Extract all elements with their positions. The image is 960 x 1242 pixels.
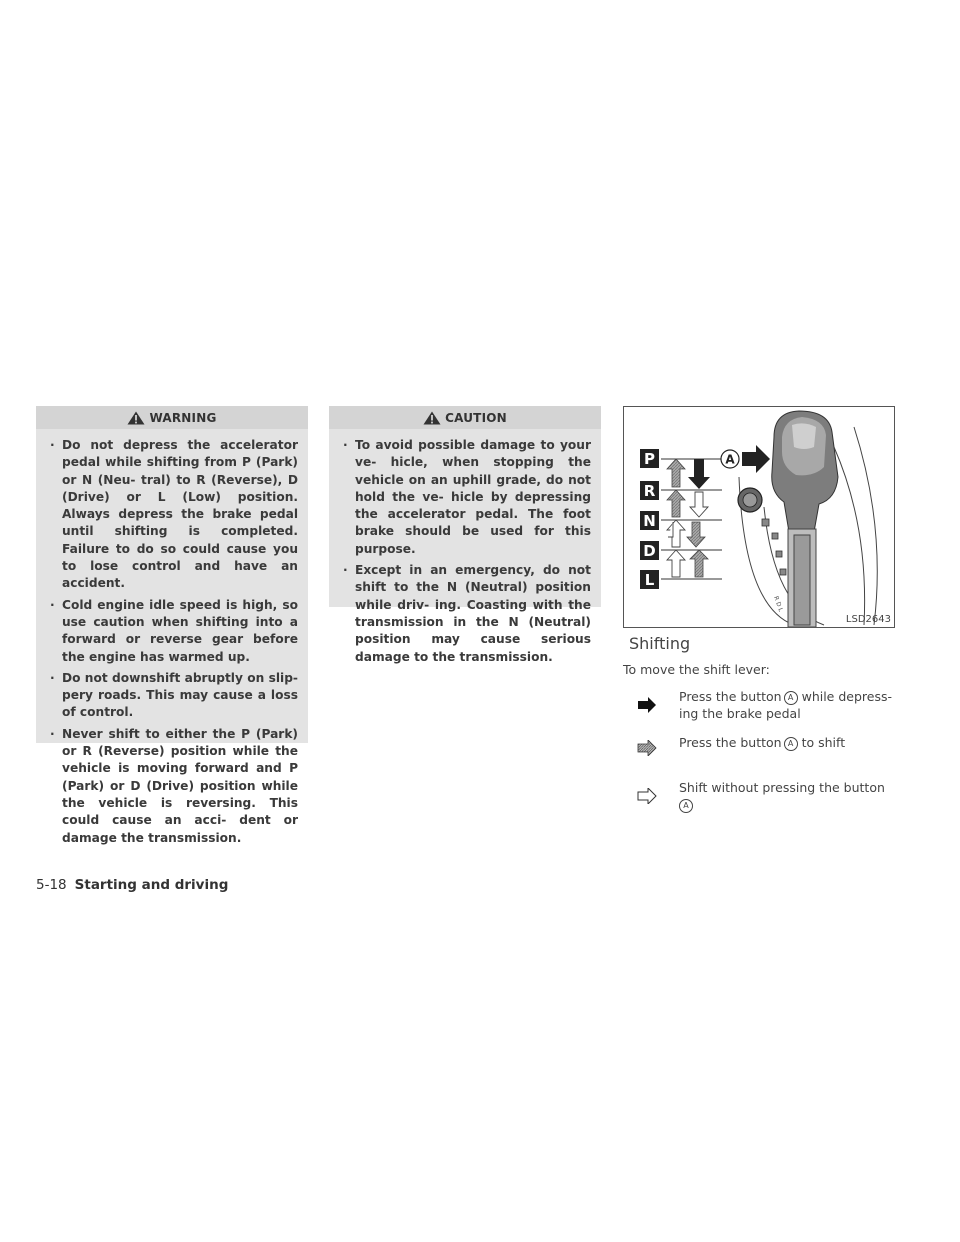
outline-arrow-icon bbox=[636, 788, 658, 804]
hatched-arrow-icon bbox=[636, 740, 658, 756]
gear-d: D bbox=[643, 542, 656, 560]
list-item: · Never shift to either the P (Park) or R (Reverse) position while the vehicle is moving forward and P (Park) or D (Drive) position while the vehicle is reversing. This could cause an acci- dent or damage the transmission. bbox=[50, 726, 298, 847]
solid-arrow-icon bbox=[636, 697, 658, 713]
solid-right-arrow bbox=[742, 445, 770, 473]
caution-list bbox=[329, 429, 601, 678]
section-title: Shifting bbox=[629, 634, 691, 653]
caution-title: CAUTION bbox=[445, 410, 507, 425]
ref-a-icon: A bbox=[784, 691, 798, 705]
warning-header bbox=[36, 406, 308, 429]
list-item: · Do not downshift abruptly on slip- pery roads. This may cause a loss of control. bbox=[50, 670, 298, 722]
gear-r: R bbox=[643, 482, 656, 500]
gear-n: N bbox=[643, 512, 656, 530]
warning-list bbox=[36, 429, 308, 859]
caution-box bbox=[329, 406, 601, 664]
page-footer bbox=[36, 877, 228, 893]
page-number: 5-18 bbox=[36, 877, 67, 893]
figure-code: LSD2643 bbox=[845, 614, 891, 625]
section-intro: To move the shift lever: bbox=[623, 662, 770, 677]
warning-box bbox=[36, 406, 308, 845]
gear-labels bbox=[640, 449, 659, 589]
shift-lever-figure bbox=[623, 406, 895, 628]
ref-a-icon: A bbox=[679, 799, 693, 813]
list-item: · Do not depress the accelerator pedal while shifting from P (Park) or N (Neu- tral) to R (Reverse), D (Drive) or L (Low) position. Always depress the brake pedal until shifting is completed. Failure to do so could cause you to lose control and have an accident. bbox=[50, 437, 298, 593]
callout-a: A bbox=[725, 452, 735, 467]
shift-knob bbox=[772, 411, 838, 532]
footer-section: Starting and driving bbox=[74, 877, 229, 893]
lever-marks: R D L bbox=[772, 595, 785, 613]
list-item: · To avoid possible damage to your ve- hicle, when stopping the vehicle on an uphill grade, do not hold the ve- hicle by depressing the accelerator pedal. The foot brake should be used for this purpose. bbox=[343, 437, 591, 558]
shift-diagram bbox=[624, 407, 894, 627]
caution-icon bbox=[423, 411, 441, 425]
gear-l: L bbox=[644, 571, 655, 589]
solid-down-arrow bbox=[688, 459, 710, 489]
caution-header bbox=[329, 406, 601, 429]
warning-icon bbox=[127, 411, 145, 425]
list-item: · Except in an emergency, do not shift to the N (Neutral) position while driv- ing. Coasting with the transmission in the N (Neutral) position may cause serious damage to the transmission. bbox=[343, 562, 591, 666]
gear-p: P bbox=[644, 450, 655, 468]
warning-title: WARNING bbox=[149, 410, 217, 425]
list-item: · Cold engine idle speed is high, so use caution when shifting into a forward or reverse gear before the engine has warmed up. bbox=[50, 597, 298, 666]
ref-a-icon: A bbox=[784, 737, 798, 751]
